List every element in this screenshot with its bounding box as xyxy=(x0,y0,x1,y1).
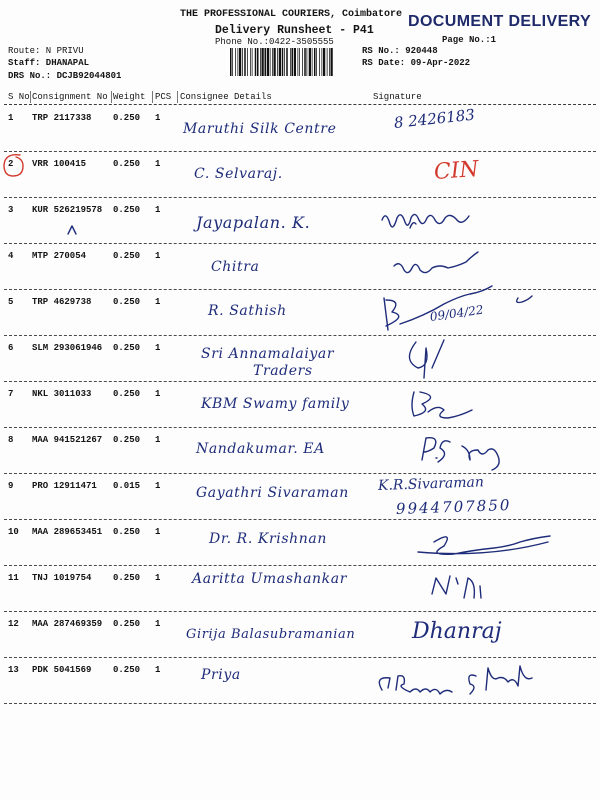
column-divider xyxy=(111,91,112,103)
barcode-bar xyxy=(255,48,257,76)
serial-number: 6 xyxy=(8,343,14,353)
signature xyxy=(368,612,594,658)
consignment-number: PRO 12911471 xyxy=(32,481,97,491)
column-header-weight: Weight xyxy=(113,92,146,102)
pieces-count: 1 xyxy=(155,665,161,675)
company-name: THE PROFESSIONAL COURIERS, Coimbatore xyxy=(180,9,403,20)
signature xyxy=(368,428,594,474)
barcode-bar xyxy=(307,48,308,76)
weight-value: 0.250 xyxy=(113,389,141,399)
table-row xyxy=(4,152,596,198)
red-circle-mark xyxy=(2,153,26,179)
barcode-bar xyxy=(274,48,276,76)
barcode xyxy=(230,48,360,76)
barcode-bar xyxy=(265,48,267,76)
staff-label: Staff: DHANAPAL xyxy=(8,58,90,68)
consignee-name xyxy=(201,396,349,413)
signature-scribble xyxy=(368,658,594,704)
consignee-name xyxy=(186,626,355,643)
column-header-pcs: PCS xyxy=(155,92,172,102)
barcode-bar xyxy=(238,48,239,76)
consignee-name-line: Girija Balasubramanian xyxy=(186,627,356,642)
consignee-name-line: Chitra xyxy=(211,259,260,275)
table-row xyxy=(4,566,596,612)
pieces-count: 1 xyxy=(155,113,161,123)
weight-value: 0.250 xyxy=(113,297,141,307)
consignee-name-line: Sri Annamalaiyar xyxy=(201,346,335,362)
barcode-bar xyxy=(250,48,251,76)
signature-text: 9944707850 xyxy=(395,495,512,518)
table-row xyxy=(4,382,596,428)
consignee-name xyxy=(211,259,259,276)
barcode-bar xyxy=(316,48,317,76)
weight-value: 0.250 xyxy=(113,435,141,445)
signature xyxy=(368,658,594,704)
barcode-bar xyxy=(294,48,296,76)
signature-scribble xyxy=(368,566,594,612)
serial-number: 7 xyxy=(8,389,14,399)
consignment-number: MAA 941521267 xyxy=(32,435,103,445)
signature-text: Dhanraj xyxy=(412,619,502,644)
serial-number: 12 xyxy=(8,619,19,629)
rs-number: RS No.: 920448 xyxy=(362,46,438,56)
table-row xyxy=(4,290,596,336)
weight-value: 0.250 xyxy=(113,251,141,261)
serial-number: 11 xyxy=(8,573,19,583)
signature xyxy=(368,474,594,520)
signature xyxy=(368,106,594,152)
barcode-bar xyxy=(323,48,325,76)
signature xyxy=(368,198,594,244)
barcode-bar xyxy=(322,48,323,76)
handwritten-caret-mark xyxy=(66,224,78,236)
signature-scribble xyxy=(368,336,594,382)
consignee-name-line: C. Selvaraj. xyxy=(194,166,283,182)
barcode-bar xyxy=(314,48,316,76)
barcode-bar xyxy=(242,48,243,76)
consignment-number: NKL 3011033 xyxy=(32,389,92,399)
weight-value: 0.250 xyxy=(113,343,141,353)
consignee-name-line: Nandakumar. EA xyxy=(196,441,325,457)
pieces-count: 1 xyxy=(155,481,161,491)
barcode-bar xyxy=(244,48,246,76)
column-header-signature: Signature xyxy=(373,92,422,102)
signature-scribble xyxy=(368,244,594,290)
table-row xyxy=(4,474,596,520)
signature xyxy=(368,336,594,382)
consignment-number: MAA 289653451 xyxy=(32,527,103,537)
barcode-bar xyxy=(309,48,311,76)
consignee-name xyxy=(192,571,347,588)
table-row xyxy=(4,612,596,658)
consignee-name xyxy=(183,121,336,138)
consignee-name-line: KBM Swamy family xyxy=(201,396,350,412)
serial-number: 3 xyxy=(8,205,14,215)
column-divider xyxy=(177,91,178,103)
pieces-count: 1 xyxy=(155,619,161,629)
pieces-count: 1 xyxy=(155,159,161,169)
barcode-bar xyxy=(239,48,241,76)
consignee-name-line: Traders xyxy=(253,363,313,379)
table-row xyxy=(4,244,596,290)
table-row xyxy=(4,106,596,152)
barcode-bar xyxy=(230,48,232,76)
barcode-bar xyxy=(292,48,294,76)
pieces-count: 1 xyxy=(155,205,161,215)
signature xyxy=(368,290,594,336)
pieces-count: 1 xyxy=(155,527,161,537)
route-label: Route: N PRIVU xyxy=(8,46,84,56)
signature-text: 8 2426183 xyxy=(393,105,476,132)
weight-value: 0.250 xyxy=(113,619,141,629)
weight-value: 0.250 xyxy=(113,205,141,215)
consignee-name-line: Maruthi Silk Centre xyxy=(183,121,337,137)
serial-number: 9 xyxy=(8,481,14,491)
consignee-name xyxy=(194,166,283,183)
consignee-name xyxy=(209,531,327,548)
column-header-sno: S No xyxy=(8,92,30,102)
table-row xyxy=(4,658,596,704)
consignment-number: TNJ 1019754 xyxy=(32,573,92,583)
serial-number: 5 xyxy=(8,297,14,307)
serial-number: 4 xyxy=(8,251,14,261)
serial-number: 1 xyxy=(8,113,14,123)
consignee-name xyxy=(196,485,349,502)
barcode-bar xyxy=(260,48,261,76)
barcode-bar xyxy=(331,48,333,76)
drs-number: DRS No.: DCJB92044801 xyxy=(8,71,122,81)
consignee-name-line: Gayathri Sivaraman xyxy=(196,485,349,501)
barcode-bar xyxy=(298,48,299,76)
consignee-name xyxy=(196,441,325,458)
signature-scribble xyxy=(368,382,594,428)
column-divider xyxy=(152,91,153,103)
barcode-bar xyxy=(279,48,281,76)
table-row xyxy=(4,336,596,382)
pieces-count: 1 xyxy=(155,297,161,307)
pieces-count: 1 xyxy=(155,389,161,399)
serial-number: 8 xyxy=(8,435,14,445)
pieces-count: 1 xyxy=(155,343,161,353)
barcode-bar xyxy=(319,48,320,76)
column-header-consignment: Consignment No xyxy=(32,92,108,102)
consignee-name-line: Dr. R. Krishnan xyxy=(209,531,327,547)
signature xyxy=(368,244,594,290)
barcode-bar xyxy=(277,48,278,76)
consignee-name xyxy=(196,214,310,231)
weight-value: 0.250 xyxy=(113,573,141,583)
page-number: Page No.:1 xyxy=(442,35,497,45)
consignee-name xyxy=(201,346,334,380)
serial-number: 13 xyxy=(8,665,19,675)
weight-value: 0.250 xyxy=(113,665,141,675)
column-header-consignee: Consignee Details xyxy=(180,92,272,102)
barcode-bar xyxy=(282,48,284,76)
signature-scribble xyxy=(368,520,594,566)
signature-scribble xyxy=(368,428,594,474)
table-row xyxy=(4,198,596,244)
pieces-count: 1 xyxy=(155,435,161,445)
consignee-name-line: Aaritta Umashankar xyxy=(192,571,347,587)
consignee-name-line: R. Sathish xyxy=(208,303,287,319)
barcode-bar xyxy=(252,48,253,76)
pieces-count: 1 xyxy=(155,251,161,261)
signature xyxy=(368,566,594,612)
serial-number: 10 xyxy=(8,527,19,537)
runsheet-table xyxy=(4,106,596,704)
table-row xyxy=(4,520,596,566)
consignee-name-line: Jayapalan. K. xyxy=(196,213,311,232)
consignment-number: VRR 100415 xyxy=(32,159,87,169)
consignee-name-line: Priya xyxy=(201,667,241,683)
table-row xyxy=(4,428,596,474)
document-type-heading: DOCUMENT DELIVERY xyxy=(408,13,592,30)
barcode-bar xyxy=(232,48,233,76)
barcode-bar xyxy=(235,48,236,76)
consignee-name xyxy=(208,303,287,320)
consignment-number: SLM 293061946 xyxy=(32,343,103,353)
serial-number: 2 xyxy=(8,159,14,169)
barcode-bar xyxy=(270,48,271,76)
phone-number: Phone No.:0422-3505555 xyxy=(215,37,334,47)
consignment-number: MTP 270054 xyxy=(32,251,87,261)
signature-text: CIN xyxy=(433,156,480,185)
barcode-bar xyxy=(290,48,291,76)
barcode-bar xyxy=(302,48,303,76)
rs-date: RS Date: 09-Apr-2022 xyxy=(362,58,471,68)
signature xyxy=(368,152,594,198)
barcode-bar xyxy=(262,48,264,76)
signature-scribble xyxy=(368,198,594,244)
signature-text: K.R.Sivaraman xyxy=(377,474,485,494)
runsheet-title: Delivery Runsheet - P41 xyxy=(215,24,374,37)
consignment-number: KUR 526219578 xyxy=(32,205,103,215)
barcode-bar xyxy=(272,48,273,76)
barcode-bar xyxy=(304,48,306,76)
weight-value: 0.250 xyxy=(113,159,141,169)
signature-text: 09/04/22 xyxy=(429,302,485,324)
barcode-bar xyxy=(286,48,288,76)
weight-value: 0.015 xyxy=(113,481,141,491)
barcode-bar xyxy=(257,48,259,76)
barcode-bar xyxy=(247,48,248,76)
signature xyxy=(368,520,594,566)
weight-value: 0.250 xyxy=(113,113,141,123)
barcode-bar xyxy=(284,48,285,76)
consignment-number: MAA 287469359 xyxy=(32,619,103,629)
barcode-bar xyxy=(299,48,300,76)
barcode-bar xyxy=(329,48,330,76)
consignment-number: TRP 2117338 xyxy=(32,113,92,123)
signature xyxy=(368,382,594,428)
table-header xyxy=(4,90,596,105)
consignment-number: PDK 5041569 xyxy=(32,665,92,675)
column-divider xyxy=(30,91,31,103)
weight-value: 0.250 xyxy=(113,527,141,537)
barcode-bar xyxy=(327,48,328,76)
consignment-number: TRP 4629738 xyxy=(32,297,92,307)
pieces-count: 1 xyxy=(155,573,161,583)
barcode-bar xyxy=(267,48,269,76)
barcode-bar xyxy=(312,48,313,76)
consignee-name xyxy=(201,667,241,684)
